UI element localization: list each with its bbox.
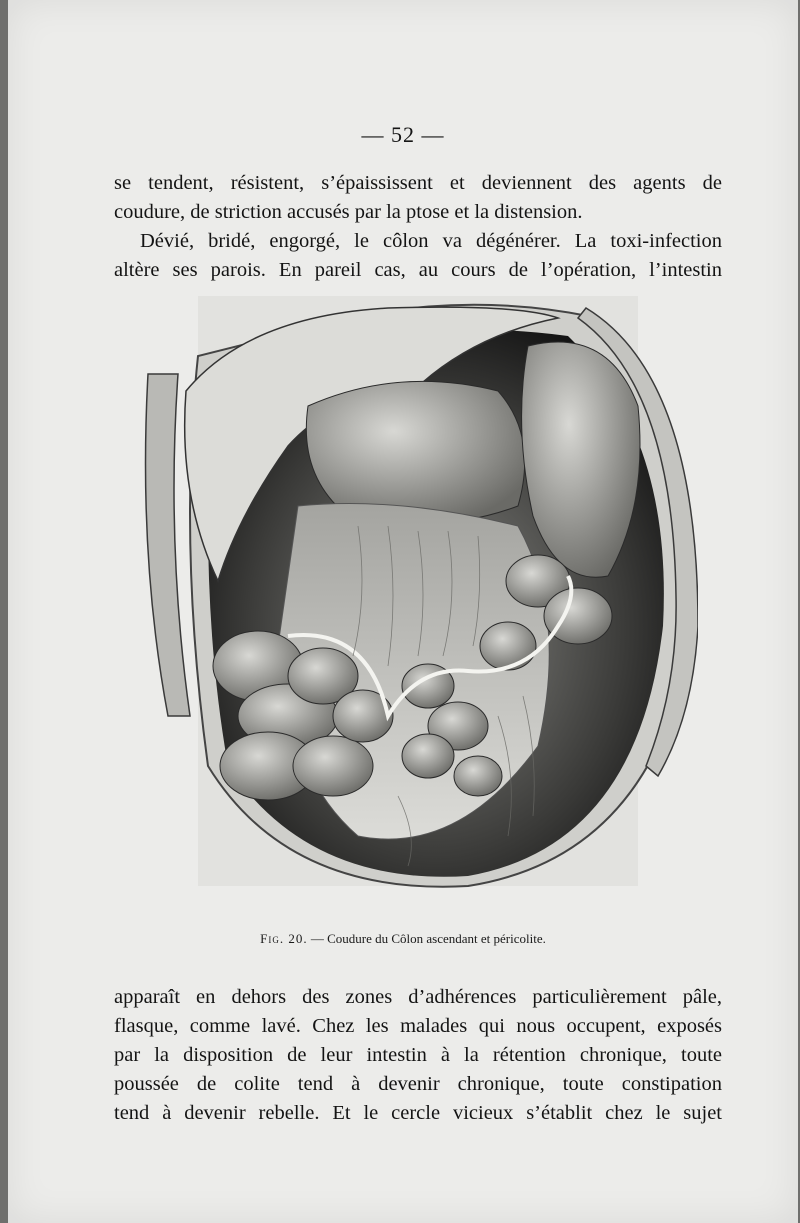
- anatomical-illustration: [138, 296, 698, 896]
- text-line: altère ses parois. En pareil cas, au cours de l’opération, l’intestin: [114, 259, 722, 281]
- paragraph-top: [114, 169, 722, 285]
- figure-caption: [8, 931, 798, 947]
- paragraph-bottom: [114, 983, 722, 1128]
- text-line: tend à devenir rebelle. Et le cercle vicieux s’établit chez le sujet: [114, 1102, 722, 1124]
- page-number: — 52 —: [361, 122, 445, 147]
- text-line: poussée de colite tend à devenir chronique, toute constipation: [114, 1073, 722, 1095]
- figure-caption-text: — Coudure du Côlon ascendant et péricolite.: [310, 931, 546, 946]
- book-page: [8, 0, 798, 1223]
- text-line: coudure, de striction accusés par la ptose et la distension.: [114, 201, 583, 223]
- text-line: se tendent, résistent, s’épaississent et deviennent des agents de: [114, 172, 722, 194]
- text-line: flasque, comme lavé. Chez les malades qui nous occupent, exposés: [114, 1015, 722, 1037]
- text-line: Dévié, bridé, engorgé, le côlon va dégénérer. La toxi-infection: [140, 230, 722, 252]
- text-line: apparaît en dehors des zones d’adhérences particulièrement pâle,: [114, 986, 722, 1008]
- text-line: par la disposition de leur intestin à la rétention chronique, toute: [114, 1044, 722, 1066]
- figure-label: Fig. 20.: [260, 931, 308, 946]
